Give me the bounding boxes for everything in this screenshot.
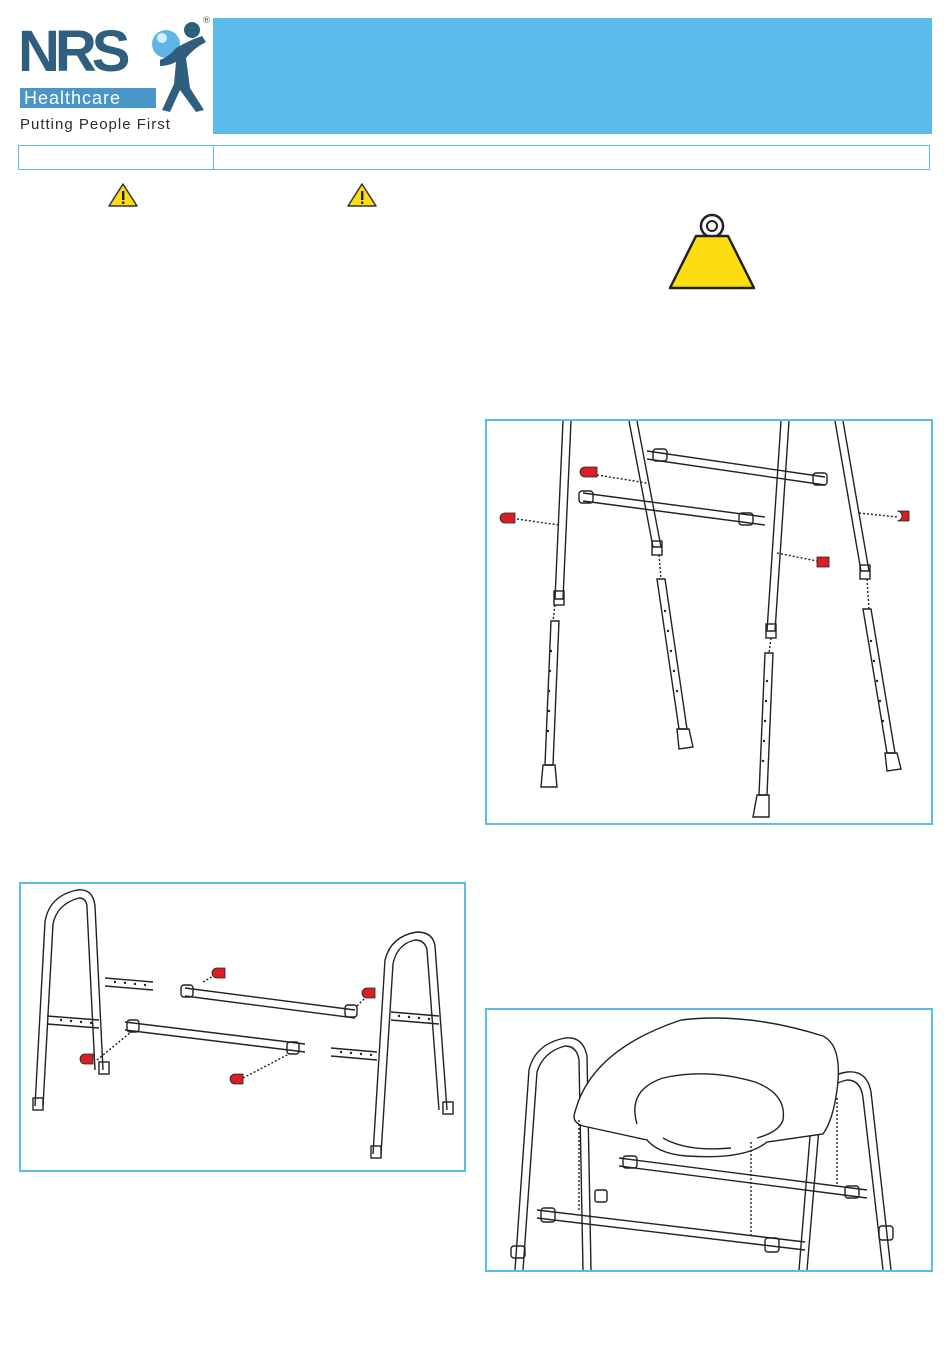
leg-assembly-panel <box>485 419 933 825</box>
warning-triangle-icon <box>346 182 378 208</box>
frame-assembly-panel <box>19 882 466 1172</box>
seat-assembly-panel <box>485 1008 933 1272</box>
warning-triangle-icon <box>107 182 139 208</box>
leg-extension-diagram <box>487 421 931 823</box>
seat-fitting-diagram <box>487 1010 931 1270</box>
logo-tagline: Putting People First <box>20 116 171 133</box>
header-banner <box>213 18 932 134</box>
logo-subbrand: Healthcare <box>20 88 156 108</box>
logo-brand-text: NRS <box>18 19 126 84</box>
nrs-healthcare-logo <box>18 18 214 136</box>
weight-limit-icon <box>668 212 756 290</box>
registered-mark: ® <box>202 16 211 26</box>
info-bar <box>18 145 930 170</box>
crossbar-assembly-diagram <box>21 884 464 1170</box>
info-bar-left-cell <box>19 146 214 169</box>
info-bar-right-cell <box>214 146 929 169</box>
